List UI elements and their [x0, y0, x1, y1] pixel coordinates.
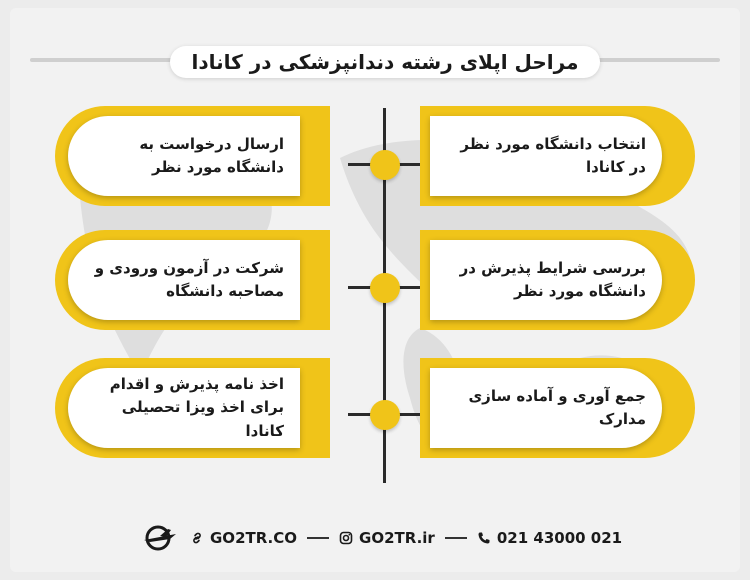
phone-icon	[477, 531, 491, 545]
step-card	[430, 116, 662, 196]
infographic-frame	[10, 8, 740, 572]
timeline-dot	[370, 400, 400, 430]
link-icon	[190, 531, 204, 545]
timeline-dot	[370, 273, 400, 303]
step-text: اخذ نامه پذیرش و اقدام برای اخذ ویزا تحصیلی کانادا	[109, 375, 284, 440]
title-line-left	[30, 58, 180, 62]
phone-link[interactable]	[477, 529, 622, 547]
step-card	[430, 240, 662, 320]
step-card	[68, 116, 300, 196]
step-text: بررسی شرایط پذیرش در دانشگاه مورد نظر	[459, 258, 646, 300]
step-card	[430, 368, 662, 448]
step-text: جمع آوری و آماده سازی مدارک	[468, 386, 646, 428]
website-text: GO2TR.CO	[210, 529, 298, 547]
title-line-right	[590, 58, 720, 62]
instagram-text: GO2TR.ir	[359, 529, 435, 547]
step-text: انتخاب دانشگاه مورد نظر در کانادا	[460, 134, 646, 176]
footer-divider	[307, 537, 329, 539]
footer-divider	[445, 537, 467, 539]
step-card	[68, 240, 300, 320]
instagram-link[interactable]	[339, 529, 435, 547]
plane-logo-icon	[140, 525, 180, 551]
footer	[140, 523, 660, 553]
page-title: مراحل اپلای رشته دندانپزشکی در کانادا	[170, 46, 600, 78]
instagram-icon	[339, 531, 353, 545]
phone-text: 021 43000 021	[496, 529, 623, 547]
step-card	[68, 368, 300, 448]
step-text: شرکت در آزمون ورودی و مصاحبه دانشگاه	[94, 258, 284, 300]
timeline-dot	[370, 150, 400, 180]
step-text: ارسال درخواست به دانشگاه مورد نظر	[139, 134, 284, 176]
website-link[interactable]	[190, 529, 297, 547]
